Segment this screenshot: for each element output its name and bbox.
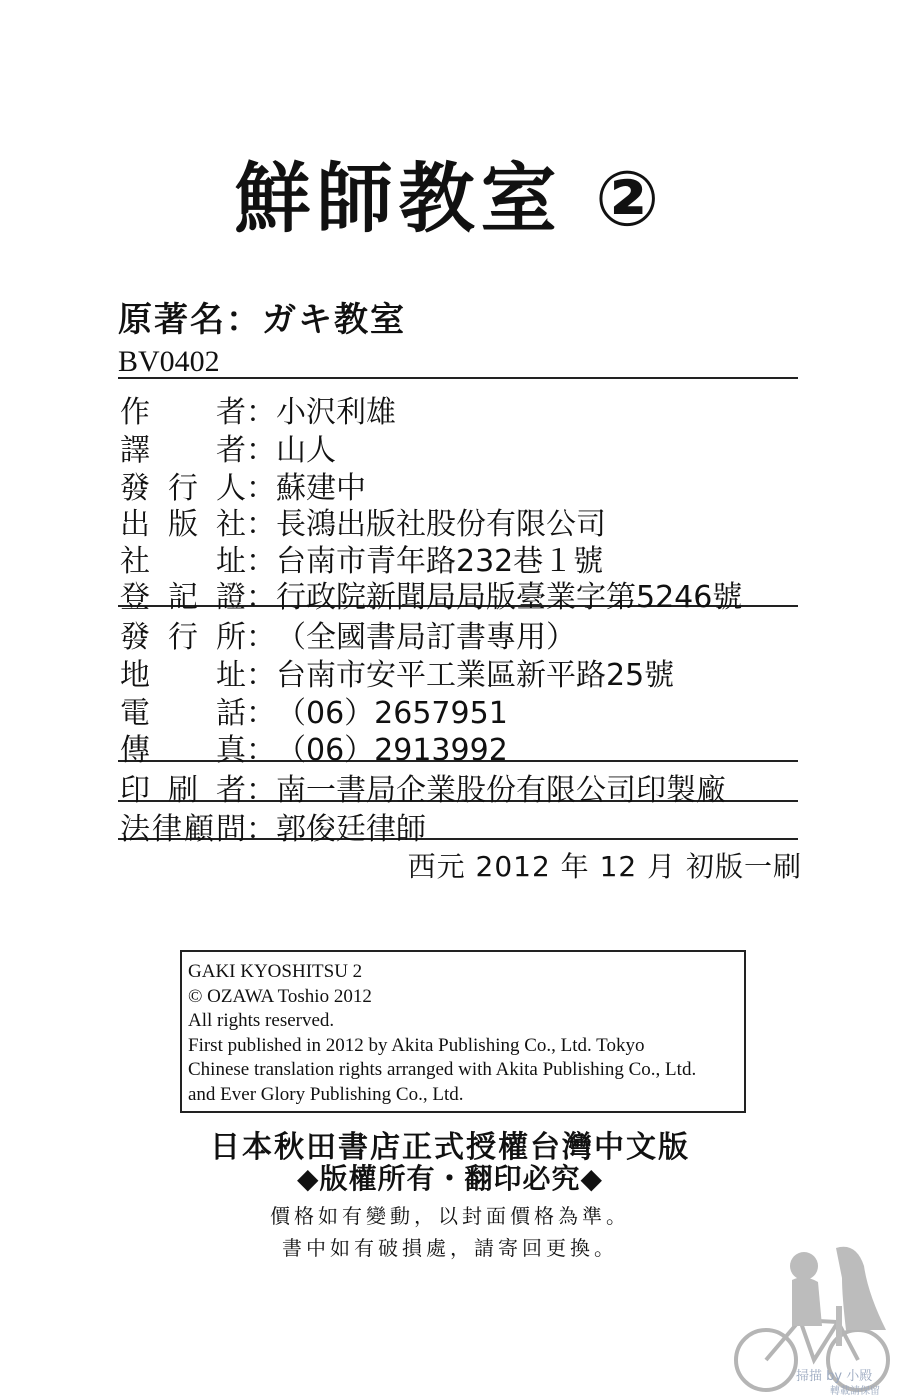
imprint-value: 郭俊廷律師 [276,812,426,847]
imprint-colon: ： [246,507,276,542]
imprint-colon: ： [246,433,276,468]
edition-date: 西元 2012 年 12 月 初版一刷 [407,850,802,883]
copyright-line: First published in 2012 by Akita Publishing Co., Ltd. Tokyo [188,1034,645,1056]
damage-note: 書中如有破損處，請寄回更換。 [282,1236,618,1260]
imprint-value: （06）2913992 [276,733,508,768]
imprint-colon: ： [246,580,276,615]
imprint-label: 發 行 所 [120,620,246,655]
imprint-label: 譯 者 [120,433,246,468]
imprint-colon: ： [246,733,276,768]
imprint-value: 行政院新聞局局版臺業字第5246號 [276,580,743,615]
imprint-value: 南一書局企業股份有限公司印製廠 [276,773,726,808]
imprint-value: 長鴻出版社股份有限公司 [276,507,606,542]
imprint-colon: ： [246,773,276,808]
imprint-value: 小沢利雄 [276,395,396,430]
imprint-label: 發 行 人 [120,471,246,506]
imprint-value: 台南市安平工業區新平路25號 [276,658,675,693]
imprint-label: 地 址 [120,658,246,693]
book-title: 鮮師教室 ② [234,154,666,243]
imprint-value: 山人 [276,433,336,468]
authorization-note: 日本秋田書店正式授權台灣中文版 [210,1130,690,1165]
watermark-text: 掃描 by 小殿 [796,1369,873,1384]
imprint-value: （06）2657951 [276,696,508,731]
divider-top [118,377,798,379]
price-note: 價格如有變動，以封面價格為準。 [270,1204,630,1228]
original-title: 原著名：ガキ教室 [118,300,406,340]
imprint-label: 登 記 證 [120,580,246,615]
imprint-colon: ： [246,696,276,731]
imprint-colon: ： [246,544,276,579]
copyright-line: and Ever Glory Publishing Co., Ltd. [188,1083,464,1105]
watermark-subtext: 轉載請保留 [830,1386,880,1397]
imprint-label: 法 律 顧 問 [120,812,246,847]
copyright-line: All rights reserved. [188,1010,335,1031]
imprint-value: （全國書局訂書專用） [276,620,576,655]
copyright-line: Chinese translation rights arranged with Akita Publishing Co., Ltd. [188,1059,697,1080]
imprint-label: 出 版 社 [120,507,246,542]
bicycle-watermark-logo [718,1222,900,1397]
imprint-label: 電 話 [120,696,246,731]
book-code: BV0402 [118,345,220,378]
imprint-colon: ： [246,395,276,430]
imprint-colon: ： [246,620,276,655]
imprint-value: 蘇建中 [276,471,366,506]
rights-reserved: ◆版權所有・翻印必究◆ [296,1162,604,1195]
imprint-label: 作 者 [120,395,246,430]
imprint-label: 傳 真 [120,733,246,768]
imprint-value: 台南市青年路232巷１號 [276,544,604,579]
imprint-label: 社 址 [120,544,246,579]
imprint-colon: ： [246,658,276,693]
copyright-box [180,950,746,1113]
copyright-line: © OZAWA Toshio 2012 [188,985,372,1007]
imprint-colon: ： [246,471,276,506]
imprint-label: 印 刷 者 [120,773,246,808]
copyright-line: GAKI KYOSHITSU 2 [188,961,363,982]
imprint-colon: ： [246,812,276,847]
